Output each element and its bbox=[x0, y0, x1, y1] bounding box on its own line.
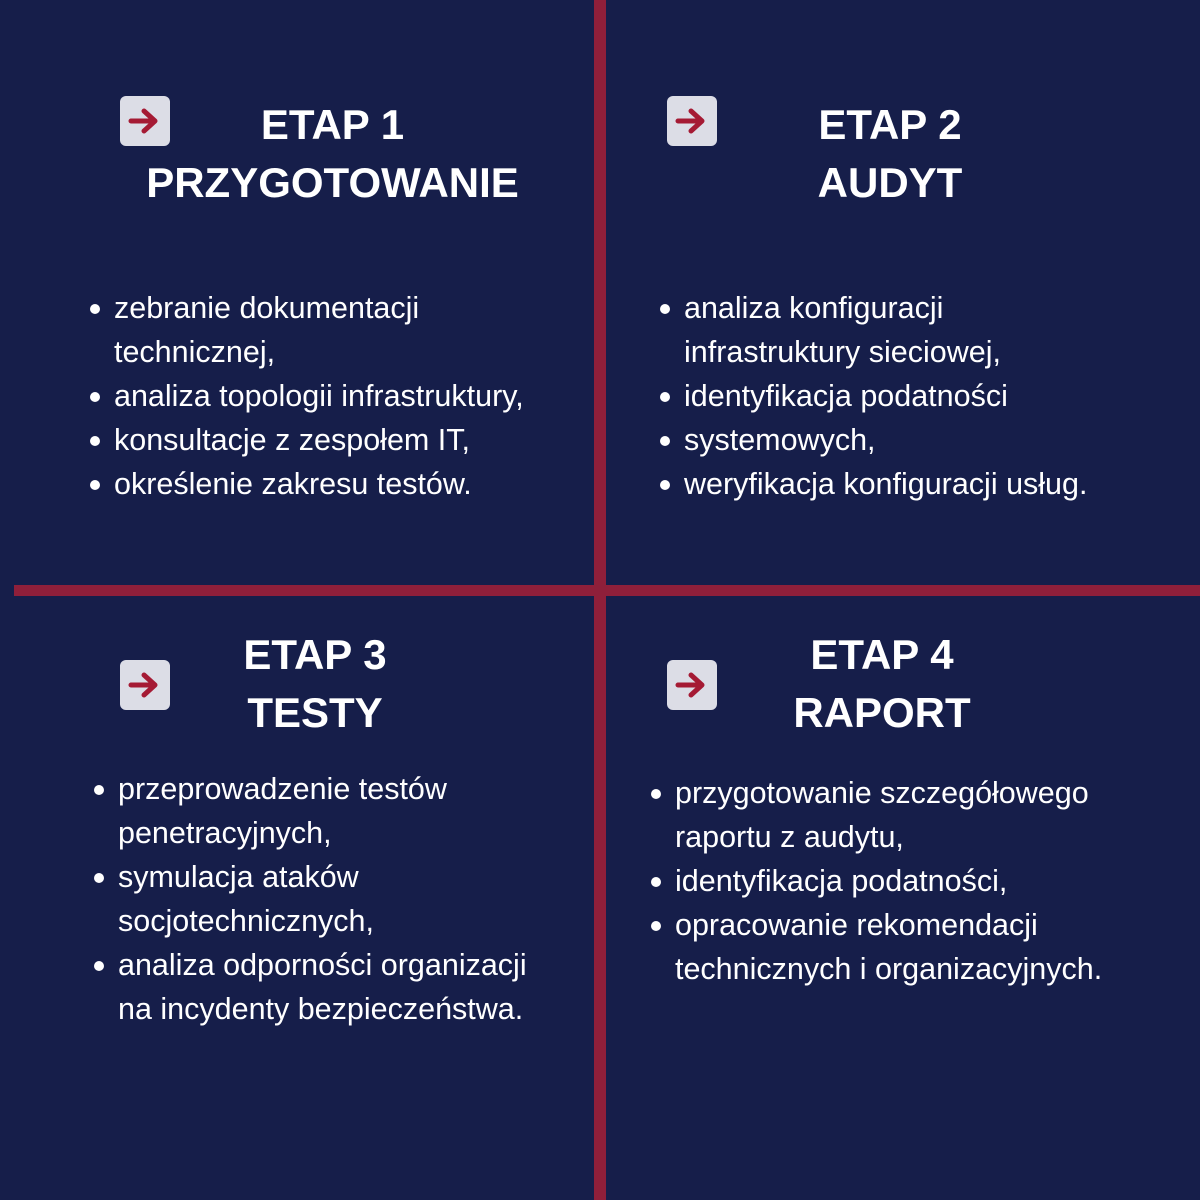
list-item-text: socjotechnicznych, bbox=[118, 904, 374, 938]
list-item bbox=[88, 286, 524, 374]
stage-4-number: ETAP 4 bbox=[810, 631, 954, 678]
list-item-text: konsultacje z zespołem IT, bbox=[114, 423, 470, 457]
arrow-right-icon bbox=[667, 660, 717, 710]
list-item bbox=[88, 462, 524, 506]
list-item-text: zebranie dokumentacji bbox=[114, 291, 420, 325]
stage-3-title bbox=[180, 626, 450, 742]
list-item-text: identyfikacja podatności bbox=[684, 379, 1008, 413]
list-item bbox=[658, 418, 1087, 462]
list-item-text: penetracyjnych, bbox=[118, 816, 332, 850]
stage-4-title bbox=[752, 626, 1012, 742]
list-item-text: przeprowadzenie testów bbox=[118, 772, 447, 806]
list-item bbox=[649, 903, 1102, 991]
list-item-text: analiza konfiguracji bbox=[684, 291, 944, 325]
vertical-divider bbox=[594, 0, 606, 1200]
stage-2-number: ETAP 2 bbox=[818, 101, 962, 148]
list-item-text: analiza topologii infrastruktury, bbox=[114, 379, 524, 413]
list-item-text: raportu z audytu, bbox=[675, 820, 904, 854]
stage-2-title bbox=[760, 96, 1020, 212]
list-item bbox=[658, 374, 1087, 418]
list-item bbox=[92, 767, 527, 855]
stage-2-name: AUDYT bbox=[817, 159, 963, 206]
stage-4-name: RAPORT bbox=[793, 689, 971, 736]
list-item-text: określenie zakresu testów. bbox=[114, 467, 472, 501]
list-item bbox=[649, 771, 1102, 859]
list-item bbox=[88, 418, 524, 462]
stage-4-list bbox=[649, 771, 1102, 991]
list-item-text: analiza odporności organizacji bbox=[118, 948, 527, 982]
list-item bbox=[649, 859, 1102, 903]
list-item bbox=[88, 374, 524, 418]
list-item-text: opracowanie rekomendacji bbox=[675, 908, 1038, 942]
stage-3-list bbox=[92, 767, 527, 1031]
list-item-text: infrastruktury sieciowej, bbox=[684, 335, 1001, 369]
horizontal-divider bbox=[14, 585, 1200, 596]
arrow-right-icon bbox=[120, 660, 170, 710]
list-item-text: technicznych i organizacyjnych. bbox=[675, 952, 1103, 986]
stage-3-number: ETAP 3 bbox=[243, 631, 387, 678]
stage-1-name: PRZYGOTOWANIE bbox=[146, 159, 519, 206]
list-item-text: na incydenty bezpieczeństwa. bbox=[118, 992, 524, 1026]
stage-1-title bbox=[120, 96, 545, 212]
list-item-text: systemowych, bbox=[684, 423, 876, 457]
arrow-right-icon bbox=[667, 96, 717, 146]
list-item-text: weryfikacja konfiguracji usług. bbox=[684, 467, 1088, 501]
stage-3-name: TESTY bbox=[247, 689, 383, 736]
list-item bbox=[658, 286, 1087, 374]
stage-1-list bbox=[88, 286, 524, 506]
list-item bbox=[92, 943, 527, 1031]
stage-2-list bbox=[658, 286, 1087, 506]
list-item bbox=[658, 462, 1087, 506]
list-item-text: przygotowanie szczegółowego bbox=[675, 776, 1089, 810]
list-item-text: technicznej, bbox=[114, 335, 276, 369]
list-item-text: identyfikacja podatności, bbox=[675, 864, 1008, 898]
list-item-text: symulacja ataków bbox=[118, 860, 359, 894]
stage-1-number: ETAP 1 bbox=[260, 101, 405, 148]
list-item bbox=[92, 855, 527, 943]
